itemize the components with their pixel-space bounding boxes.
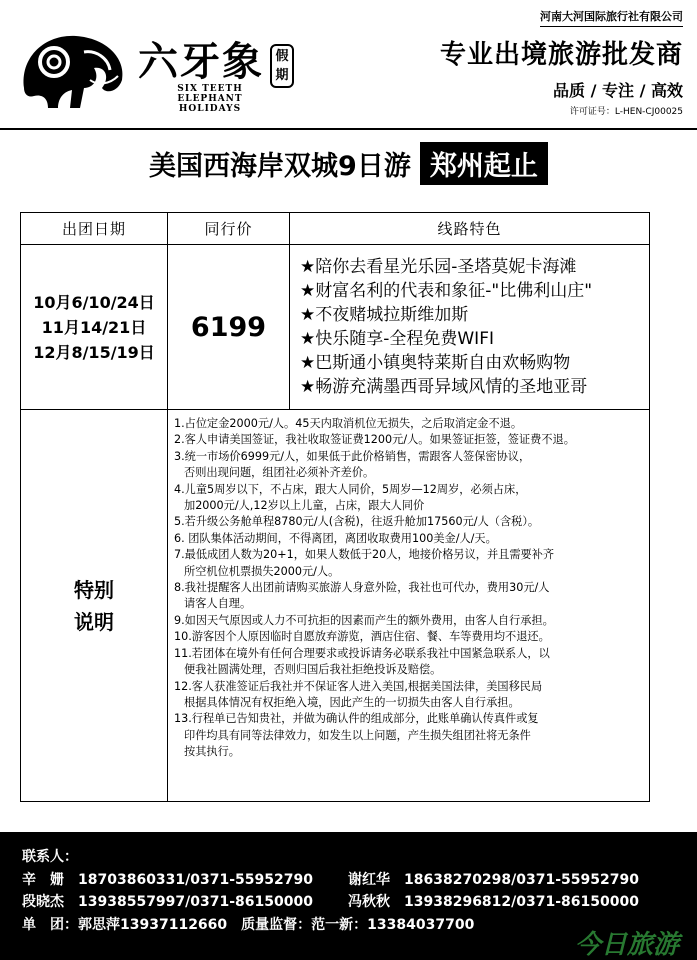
note-line: 根据具体情况有权拒绝入境，因此产生的一切损失由客人自行承担。 — [184, 695, 520, 709]
tour-table — [20, 212, 650, 802]
contact-row — [22, 869, 697, 892]
note-line: 5.若升级公务舱单程8780元/人(含税)，往返升舱加17560元/人（含税）。 — [174, 515, 540, 529]
departure-tag: 郑州起止 — [420, 142, 548, 185]
note-line: 2.客人申请美国签证，我社收取签证费1200元/人。如果签证拒签，签证费不退。 — [174, 433, 575, 447]
contact-entry: 冯秋秋 13938296812/0371-86150000 — [348, 894, 639, 910]
note-line: 加2000元/人,12岁以上儿童，占床，跟大人同价 — [184, 499, 425, 513]
table-header-row — [21, 213, 650, 245]
contacts-heading: 联系人： — [22, 849, 78, 865]
company-name: 河南大河国际旅行社有限公司 — [540, 8, 683, 27]
contacts-panel — [0, 832, 697, 960]
date-line: 11月14/21日 — [41, 317, 147, 337]
contact-entry: 谢红华 18638270298/0371-55952790 — [348, 871, 639, 888]
elephant-logo-icon — [14, 28, 132, 110]
note-line: 所空机位机票损失2000元/人。 — [184, 564, 340, 578]
note-line: 7.最低成团人数为20+1，如果人数低于20人，地接价格另议，并且需要补齐 — [174, 548, 555, 562]
table-row — [21, 410, 650, 802]
feature-item: ★畅游充满墨西哥异域风情的圣地亚哥 — [300, 377, 588, 397]
price-cell: 6199 — [168, 245, 290, 410]
contact-row — [22, 891, 697, 914]
table-row — [21, 245, 650, 410]
note-line: 10.游客因个人原因临时自愿放弃游览，酒店住宿、餐、车等费用均不退还。 — [174, 630, 550, 644]
contact-entry: 段晓杰 13938557997/0371-86150000 — [22, 894, 313, 910]
note-line: 请客人自理。 — [184, 597, 252, 611]
header — [0, 0, 697, 130]
feature-item: ★不夜赌城拉斯维加斯 — [300, 305, 469, 325]
tour-title: 美国西海岸双城9日游 — [149, 151, 411, 182]
note-line: 1.占位定金2000元/人。45天内取消机位无损失，之后取消定金不退。 — [174, 417, 523, 430]
note-line: 3.统一市场价6999元/人，如果低于此价格销售，需跟客人签保密协议， — [174, 449, 531, 463]
header-features: 线路特色 — [290, 213, 650, 245]
features-cell — [290, 245, 650, 410]
special-label: 说明 — [74, 609, 114, 634]
feature-item: ★快乐随享-全程免费WIFI — [300, 329, 494, 349]
note-line: 便我社圆满处理，否则归国后我社拒绝投诉及赔偿。 — [184, 663, 442, 677]
slogan: 专业出境旅游批发商 — [439, 40, 683, 70]
note-line: 6. 团队集体活动期间，不得离团，离团收取费用100美金/人/天。 — [174, 531, 497, 545]
note-line: 印件均具有同等法律效力，如发生以上问题，产生损失组团社将无条件 — [184, 728, 531, 742]
note-line: 按其执行。 — [184, 745, 240, 759]
feature-item: ★财富名利的代表和象征-"比佛利山庄" — [300, 281, 593, 301]
date-line: 10月6/10/24日 — [33, 292, 155, 312]
note-line: 9.如因天气原因或人力不可抗拒的因素而产生的额外费用，由客人自行承担。 — [174, 613, 554, 627]
note-line: 11.若团体在境外有任何合理要求或投诉请务必联系我社中国紧急联系人，以 — [174, 646, 550, 660]
special-label: 特别 — [74, 577, 114, 602]
watermark: 今日旅游 — [574, 929, 679, 960]
note-line: 8.我社提醒客人出团前请购买旅游人身意外险，我社也可代办，费用30元/人 — [174, 581, 550, 595]
header-dates: 出团日期 — [21, 213, 168, 245]
dates-cell — [21, 245, 168, 410]
header-price: 同行价 — [168, 213, 290, 245]
note-line: 12.客人获准签证后我社并不保证客人进入美国,根据美国法律，美国移民局 — [174, 679, 543, 693]
holiday-seal: 假期 — [270, 44, 294, 88]
single-group-contact: 单 团：郭思萍13937112660 质量监督：范一新：13384037700 — [22, 916, 475, 933]
license-number: 许可证号：L-HEN-CJ00025 — [569, 107, 683, 117]
brand-english-line-1: SIX TEETH ELEPHANT — [177, 84, 243, 104]
feature-item: ★巴斯通小镇奥特莱斯自由欢畅购物 — [300, 353, 571, 373]
tagline: 品质 / 专注 / 高效 — [553, 81, 683, 100]
note-line: 13.行程单已告知贵社，并做为确认件的组成部分，此账单确认传真件或复 — [174, 712, 539, 726]
page-title — [0, 142, 697, 185]
notes-cell — [168, 410, 650, 802]
contact-entry: 辛 姗 18703860331/0371-55952790 — [22, 871, 313, 888]
brand-english — [150, 84, 270, 114]
note-line: 否则出现问题，组团社必须补齐差价。 — [184, 466, 375, 480]
brand-english-line-2: HOLIDAYS — [178, 104, 242, 114]
feature-item: ★陪你去看星光乐园-圣塔莫妮卡海滩 — [300, 257, 577, 277]
brand-name: 六牙象 — [138, 38, 264, 85]
special-label-cell — [21, 410, 168, 802]
note-line: 4.儿童5周岁以下，不占床，跟大人同价，5周岁—12周岁，必须占床， — [174, 482, 527, 496]
date-line: 12月8/15/19日 — [33, 342, 155, 362]
